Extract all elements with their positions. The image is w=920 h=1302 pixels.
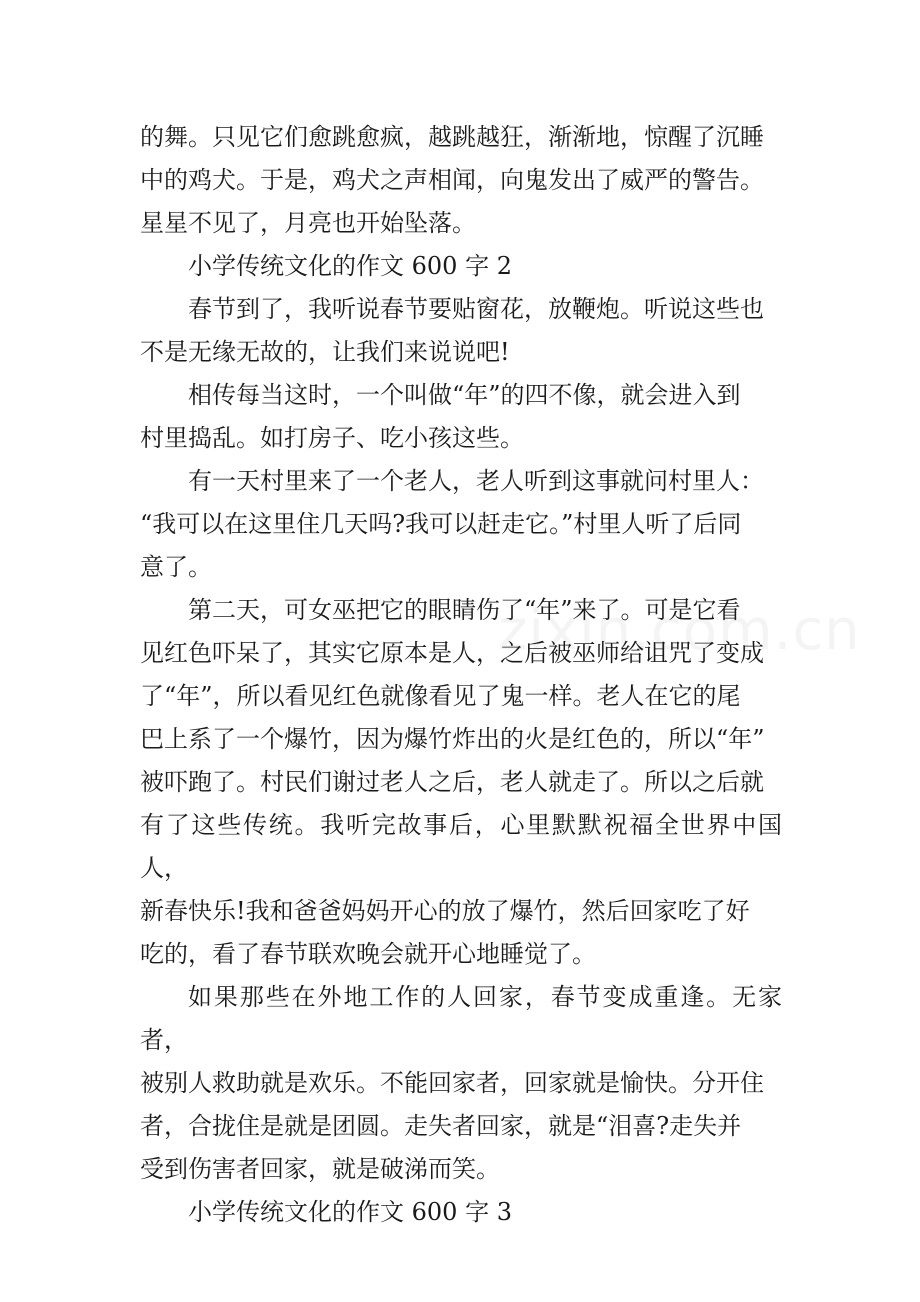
document-body bbox=[140, 116, 782, 1234]
paragraph: 有一天村里来了一个老人，老人听到这事就问村里人： “我可以在这里住几天吗?我可以赶走它。”村里人听了后同 意了。 bbox=[140, 467, 764, 581]
paragraph: 第二天，可女巫把它的眼睛伤了“年”来了。可是它看 见红色吓呆了，其实它原本是人，之后被巫师给诅咒了变成 了“年”，所以看见红色就像看见了鬼一样。老人在它的尾 巴上系了一个爆竹，因为爆竹炸出的火是红色的，所以“年” 被吓跑了。村民们谢过老人之后，老人就走了。所以之后就 有了这些传统。我听完故事后，心里默默祝福全世界中国人， 新春快乐!我和爸爸妈妈开心的放了爆竹，然后回家吃了好 吃的，看了春节联欢晚会就开心地睡觉了。 bbox=[140, 596, 782, 968]
paragraph: 如果那些在外地工作的人回家，春节变成重逢。无家者， 被别人救助就是欢乐。不能回家者，回家就是愉快。分开住 者，合拢住是就是团圆。走失者回家，就是“泪喜?走失并 受到伤害者回家，就是破涕而笑。 bbox=[140, 983, 782, 1183]
section-heading: 小学传统文化的作文 600 字 2 bbox=[188, 252, 512, 280]
paragraph: 春节到了，我听说春节要贴窗花，放鞭炮。听说这些也 不是无缘无故的，让我们来说说吧! bbox=[140, 295, 764, 366]
paragraph: 相传每当这时，一个叫做“年”的四不像，就会进入到 村里捣乱。如打房子、吃小孩这些。 bbox=[140, 381, 741, 452]
paragraph: 的舞。只见它们愈跳愈疯，越跳越狂，渐渐地，惊醒了沉睡 中的鸡犬。于是，鸡犬之声相闻，向鬼发出了威严的警告。 星星不见了，月亮也开始坠落。 bbox=[140, 123, 764, 237]
section-heading: 小学传统文化的作文 600 字 3 bbox=[188, 1198, 512, 1226]
